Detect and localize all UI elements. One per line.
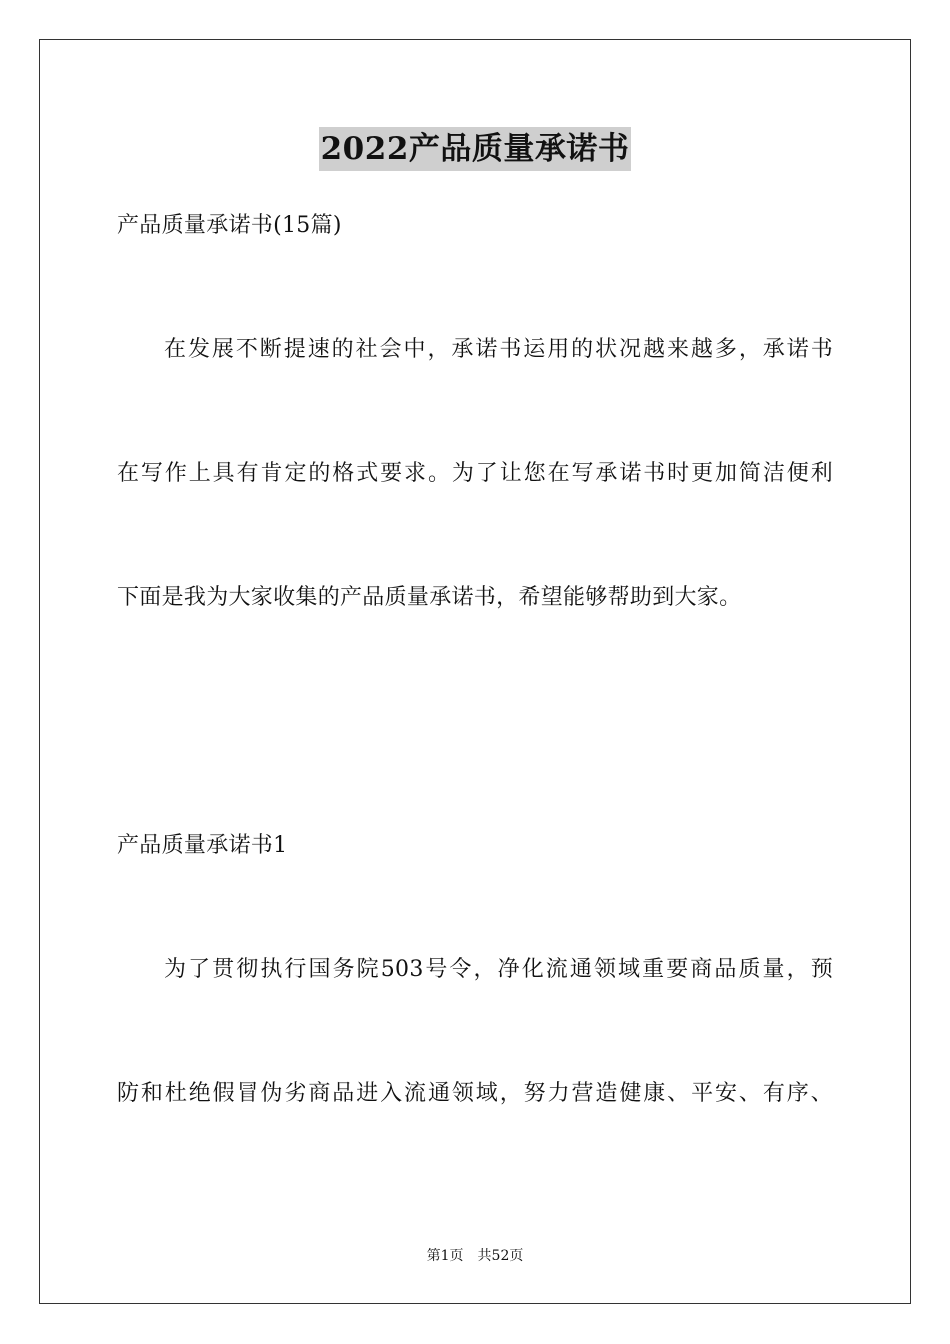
section-paragraph-line: 防和杜绝假冒伪劣商品进入流通领域，努力营造健康、平安、有序、 <box>117 1081 833 1106</box>
title-container <box>0 127 950 171</box>
page-footer <box>0 1247 950 1265</box>
document-subtitle: 产品质量承诺书(15篇) <box>117 213 342 238</box>
document-title: 2022产品质量承诺书 <box>319 127 632 171</box>
intro-paragraph-line: 下面是我为大家收集的产品质量承诺书，希望能够帮助到大家。 <box>117 585 742 610</box>
intro-paragraph-line: 在写作上具有肯定的格式要求。为了让您在写承诺书时更加简洁便利 <box>117 461 833 486</box>
page-number-total: 共52页 <box>477 1248 524 1264</box>
page-number-current: 第1页 <box>426 1248 464 1264</box>
section-heading: 产品质量承诺书1 <box>117 833 288 858</box>
section-paragraph-line: 为了贯彻执行国务院503号令，净化流通领域重要商品质量，预 <box>164 957 833 982</box>
intro-paragraph-line: 在发展不断提速的社会中，承诺书运用的状况越来越多，承诺书 <box>164 337 833 362</box>
